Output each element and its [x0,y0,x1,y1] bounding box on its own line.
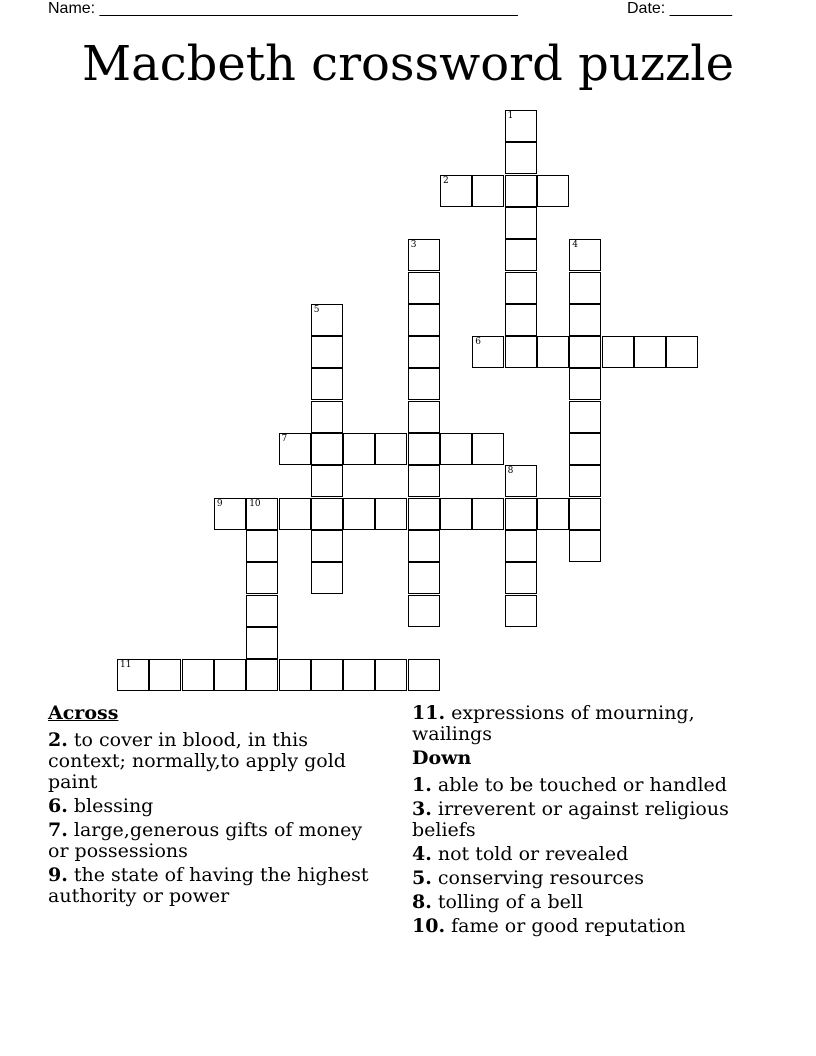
grid-cell[interactable] [408,465,440,497]
clue-number: 3. [412,798,432,820]
grid-cell[interactable] [408,272,440,304]
grid-cell[interactable] [440,433,472,465]
clue-number: 2. [48,729,68,751]
clue-text: able to be touched or handled [431,774,727,796]
clue-number: 4. [412,843,432,865]
clue-number: 7. [48,819,68,841]
cell-number: 5 [313,304,320,315]
grid-cell[interactable] [569,465,601,497]
date-field-label: Date: _______ [627,0,732,17]
cell-number: 8 [507,466,514,477]
grid-cell[interactable] [505,498,537,530]
clue-text: large,generous gifts of money or possessions [48,819,363,862]
grid-cell[interactable] [666,336,698,368]
grid-cell[interactable] [311,659,343,691]
cell-number: 7 [281,434,288,444]
clue-text: blessing [67,795,154,817]
clue-text: fame or good reputation [445,915,686,937]
grid-cell[interactable] [311,368,343,400]
grid-cell[interactable] [311,465,343,497]
grid-cell[interactable] [408,401,440,433]
grid-cell[interactable] [537,498,569,530]
grid-cell[interactable] [505,110,537,142]
grid-cell[interactable] [472,433,504,465]
grid-cell[interactable] [408,498,440,530]
grid-cell[interactable] [214,498,246,530]
cell-number: 9 [216,498,223,509]
grid-cell[interactable] [602,336,634,368]
grid-cell[interactable] [569,433,601,465]
header [48,0,748,20]
grid-cell[interactable] [505,207,537,239]
across-heading: Across [48,702,119,724]
clue-down-10 [412,916,752,937]
grid-cell[interactable] [537,175,569,207]
grid-cell[interactable] [569,368,601,400]
grid-cell[interactable] [343,498,375,530]
grid-cell[interactable] [311,562,343,594]
grid-cell[interactable] [505,239,537,271]
grid-cell[interactable] [537,336,569,368]
down-heading: Down [412,747,472,769]
grid-cell[interactable] [408,336,440,368]
grid-cell[interactable] [505,562,537,594]
grid-cell[interactable] [408,659,440,691]
cell-number: 3 [410,240,417,251]
grid-cell[interactable] [505,175,537,207]
grid-cell[interactable] [311,401,343,433]
clue-number: 10. [412,915,446,937]
grid-cell[interactable] [505,465,537,497]
clue-down-4 [412,844,752,865]
clue-number: 6. [48,795,68,817]
grid-cell[interactable] [182,659,214,691]
clue-number: 5. [412,867,432,889]
clues-column-right [412,703,752,940]
grid-cell[interactable] [246,530,278,562]
grid-cell[interactable] [117,659,149,691]
clue-across-9 [48,865,388,907]
grid-cell[interactable] [311,498,343,530]
grid-cell[interactable] [505,142,537,174]
grid-cell[interactable] [343,659,375,691]
clue-number: 11. [412,702,446,724]
grid-cell[interactable] [440,498,472,530]
clue-text: not told or revealed [431,843,629,865]
grid-cell[interactable] [311,433,343,465]
grid-cell[interactable] [408,433,440,465]
grid-cell[interactable] [279,498,311,530]
clue-text: conserving resources [431,867,644,889]
clue-across-2 [48,730,388,793]
grid-cell[interactable] [569,272,601,304]
grid-cell[interactable] [246,595,278,627]
grid-cell[interactable] [408,530,440,562]
grid-cell[interactable] [279,433,311,465]
clue-down-1 [412,775,752,796]
cell-number: 10 [249,498,261,509]
grid-cell[interactable] [408,368,440,400]
clue-text: the state of having the highest authority or power [48,864,369,907]
clue-text: tolling of a bell [431,891,584,913]
grid-cell[interactable] [505,530,537,562]
clue-across-11 [412,703,752,745]
grid-cell[interactable] [408,239,440,271]
cell-number: 11 [120,660,132,671]
grid-cell[interactable] [505,272,537,304]
grid-cell[interactable] [569,401,601,433]
grid-cell[interactable] [408,562,440,594]
grid-cell[interactable] [472,336,504,368]
grid-cell[interactable] [375,498,407,530]
grid-cell[interactable] [214,659,246,691]
grid-cell[interactable] [246,659,278,691]
cell-number: 1 [507,111,514,121]
clue-across-6 [48,796,388,817]
grid-cell[interactable] [408,595,440,627]
clue-down-5 [412,868,752,889]
grid-cell[interactable] [440,175,472,207]
clue-down-3 [412,799,752,841]
grid-cell[interactable] [472,498,504,530]
grid-cell[interactable] [279,659,311,691]
clues-column-left [48,703,388,910]
grid-cell[interactable] [569,498,601,530]
clue-down-8 [412,892,752,913]
grid-cell[interactable] [569,336,601,368]
grid-cell[interactable] [311,304,343,336]
clue-text: irreverent or against religious beliefs [412,798,729,841]
grid-cell[interactable] [569,239,601,271]
cell-number: 4 [572,240,578,251]
grid-cell[interactable] [472,175,504,207]
clue-number: 8. [412,891,432,913]
grid-cell[interactable] [505,304,537,336]
clue-text: expressions of mourning, wailings [412,702,695,745]
page-title: Macbeth crossword puzzle [81,36,735,92]
clue-number: 9. [48,864,68,886]
grid-cell[interactable] [343,433,375,465]
grid-cell[interactable] [505,595,537,627]
cell-number: 2 [443,175,449,186]
grid-cell[interactable] [569,304,601,336]
grid-cell[interactable] [311,530,343,562]
clue-text: to cover in blood, in this context; normally,to apply gold paint [48,729,346,793]
cell-number: 6 [475,337,482,348]
grid-cell[interactable] [634,336,666,368]
grid-cell[interactable] [246,562,278,594]
grid-cell[interactable] [375,433,407,465]
grid-cell[interactable] [246,627,278,659]
grid-cell[interactable] [311,336,343,368]
grid-cell[interactable] [246,498,278,530]
grid-cell[interactable] [375,659,407,691]
name-field-label: Name: _______________________________________________ [48,0,518,17]
grid-cell[interactable] [149,659,181,691]
grid-cell[interactable] [408,304,440,336]
clue-number: 1. [412,774,432,796]
clue-across-7 [48,820,388,862]
grid-cell[interactable] [569,530,601,562]
grid-cell[interactable] [505,336,537,368]
